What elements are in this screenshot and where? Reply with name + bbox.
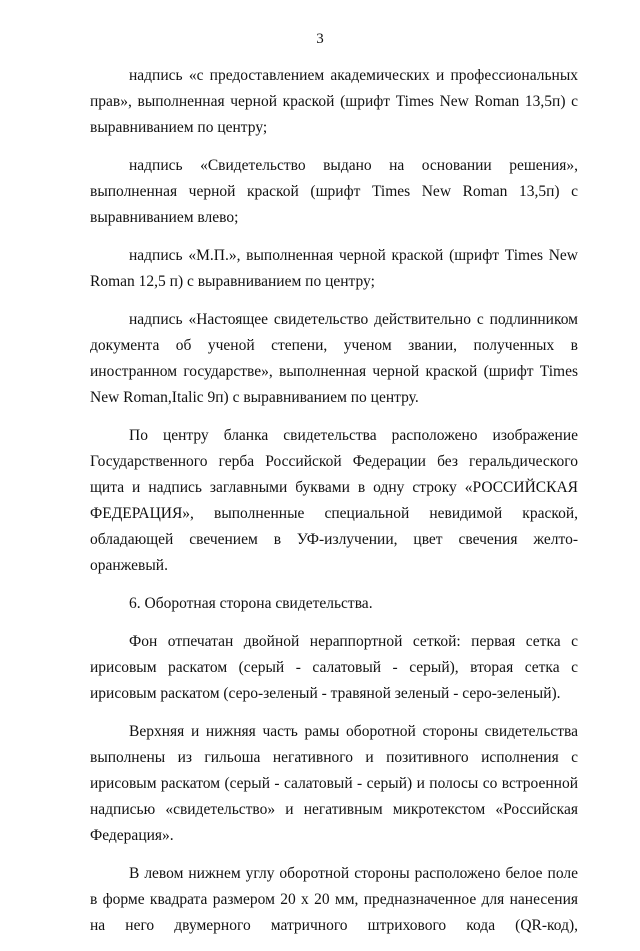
body-paragraph: надпись «Настоящее свидетельство действительно с подлинником документа об ученой степени, ученом звании, полученных в иностранном государстве», выполненная черной краской (шрифт Times New Roman,Italic 9п) с выравниванием по центру. <box>90 311 578 406</box>
document-body <box>90 63 578 951</box>
page-number: 3 <box>316 31 324 47</box>
body-paragraph: Фон отпечатан двойной нераппортной сеткой: первая сетка с ирисовым раскатом (серый - салатовый - серый), вторая сетка с ирисовым раскатом (серо-зеленый - травяной зеленый - серо-зеленый). <box>90 633 578 702</box>
body-paragraph: По центру бланка свидетельства расположено изображение Государственного герба Российской Федерации без геральдического щита и надпись заглавными буквами в одну строку «РОССИЙСКАЯ ФЕДЕРАЦИЯ», выполненные специальной невидимой краской, обладающей свечением в УФ-излучении, цвет свечения желто-оранжевый. <box>90 427 578 574</box>
body-paragraph: надпись «Свидетельство выдано на основании решения», выполненная черной краской (шрифт Times New Roman 13,5п) с выравниванием влево; <box>90 157 578 226</box>
body-paragraph: надпись «с предоставлением академических и профессиональных прав», выполненная черной краской (шрифт Times New Roman 13,5п) с выравниванием по центру; <box>90 67 578 136</box>
body-paragraph: В левом нижнем углу оборотной стороны расположено белое поле в форме квадрата размером 20 х 20 мм, предназначенное для нанесения на него двумерного матричного штрихового кода (QR-код), <box>90 865 578 934</box>
body-paragraph: надпись «М.П.», выполненная черной краской (шрифт Times New Roman 12,5 п) с выравниванием по центру; <box>90 247 578 290</box>
body-paragraph: Верхняя и нижняя часть рамы оборотной стороны свидетельства выполнены из гильоша негативного и позитивного исполнения с ирисовым раскатом (серый - салатовый - серый) и полосы со встроенной надписью «свидетельство» и негативным микротекстом «Российская Федерация». <box>90 723 578 844</box>
body-paragraph: 6. Оборотная сторона свидетельства. <box>129 595 373 612</box>
